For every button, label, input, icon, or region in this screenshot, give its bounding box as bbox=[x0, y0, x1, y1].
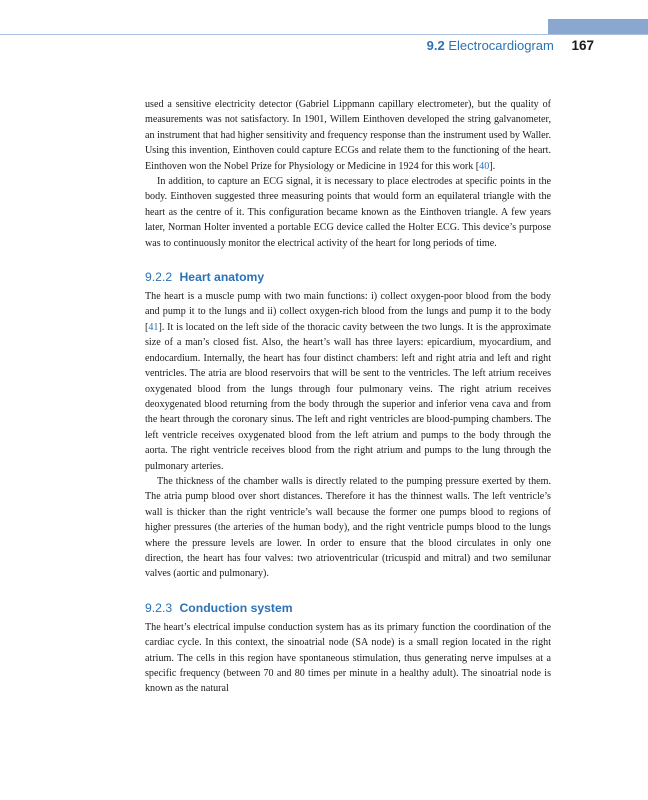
body-paragraph-1-end: ]. bbox=[489, 160, 496, 172]
section-heading-heart-anatomy bbox=[145, 269, 551, 285]
section-heading-conduction-system bbox=[145, 600, 551, 616]
heart-anatomy-paragraph-1-rest: ]. It is located on the left side of the thoracic cavity between the two lungs. It is the approximate size of a man’s closed fist. Also, the heart’s wall has three layers: epicardium, myocardium, and endocardium. Internally, the heart has four distinct chambers: left and right atria and left and right ventricles. The atria are blood reservoirs that will be sent to the ventricles. The left atrium receives oxygenated blood from the lungs through four pulmonary veins. The right atrium receives deoxygenated blood returning from the body through the superior and inferior vena cava and from the heart through the coronary sinus. The left and right ventricles are blood-pumping chambers. The left ventricle receives oxygenated blood from the left atrium and pumps to the body through the aorta. The right ventricle receives blood from the right atrium and pumps to the lung through the pulmonary arteries. bbox=[145, 321, 551, 472]
page-number: 167 bbox=[571, 38, 594, 53]
citation-41[interactable]: 41 bbox=[148, 321, 159, 333]
heart-anatomy-paragraph-1 bbox=[145, 289, 551, 474]
citation-40[interactable]: 40 bbox=[479, 160, 490, 172]
section-number: 9.2.3 bbox=[145, 600, 173, 615]
heart-anatomy-paragraph-1-start: The heart is a muscle pump with two main functions: i) collect oxygen-poor blood from the body and pump it to the lungs and ii) collect oxygen-rich blood from the lungs and pump it to the body [ bbox=[145, 291, 551, 333]
body-paragraph-1 bbox=[145, 97, 551, 174]
running-head-section-number: 9.2 bbox=[426, 38, 445, 53]
page-body bbox=[145, 97, 551, 697]
running-head bbox=[427, 38, 594, 54]
header-rule bbox=[0, 34, 648, 35]
conduction-system-paragraph-1: The heart’s electrical impulse conduction system has as its primary function the coordination of the cardiac cycle. In this context, the sinoatrial node (SA node) is a small region located in the right atrium. The cells in this region have spontaneous stimulation, thus generating nerve impulses at a specific frequency (between 70 and 80 times per minute in a healthy adult). The sinoatrial node is known as the natural bbox=[145, 621, 551, 695]
running-head-section-title: Electrocardiogram bbox=[448, 38, 554, 53]
section-title: Conduction system bbox=[179, 600, 293, 615]
body-paragraph-2: In addition, to capture an ECG signal, it is necessary to place electrodes at specific points in the body. Einthoven suggested three measuring points that would form an equilateral triangle with the heart as the centre of it. This configuration became known as the Einthoven triangle. A few years later, Norman Holter invented a portable ECG device called the Holter ECG. This device’s purpose was to continuously monitor the electrical activity of the heart for long periods of time. bbox=[145, 176, 551, 249]
body-paragraph-1-text: used a sensitive electricity detector (Gabriel Lippmann capillary electrometer), but the quality of measurements was not satisfactory. In 1901, Willem Einthoven developed the string galvanometer, an instrument that had higher sensitivity and frequency response than the instrument used by Waller. Using this invention, Einthoven could capture ECGs and relate them to the functioning of the heart. Einthoven won the Nobel Prize for Physiology or Medicine in 1924 for this work [ bbox=[145, 99, 551, 172]
heart-anatomy-paragraph-2: The thickness of the chamber walls is directly related to the pumping pressure exerted by them. The atria pump blood over short distances. Therefore it has the thinnest walls. The left ventricle’s wall is thicker than the right ventricle’s wall because the former one pumps blood to regions of higher pressures (the arteries of the human body), and the right ventricle pumps blood to the lungs where the pressure levels are lower. In order to ensure that the blood circulates in only one direction, the heart has four valves: two atrioventricular (tricuspid and mitral) and two semilunar valves (aortic and pulmonary). bbox=[145, 475, 551, 580]
section-title: Heart anatomy bbox=[179, 270, 265, 285]
header-accent-bar bbox=[548, 19, 648, 34]
section-number: 9.2.2 bbox=[145, 270, 173, 285]
